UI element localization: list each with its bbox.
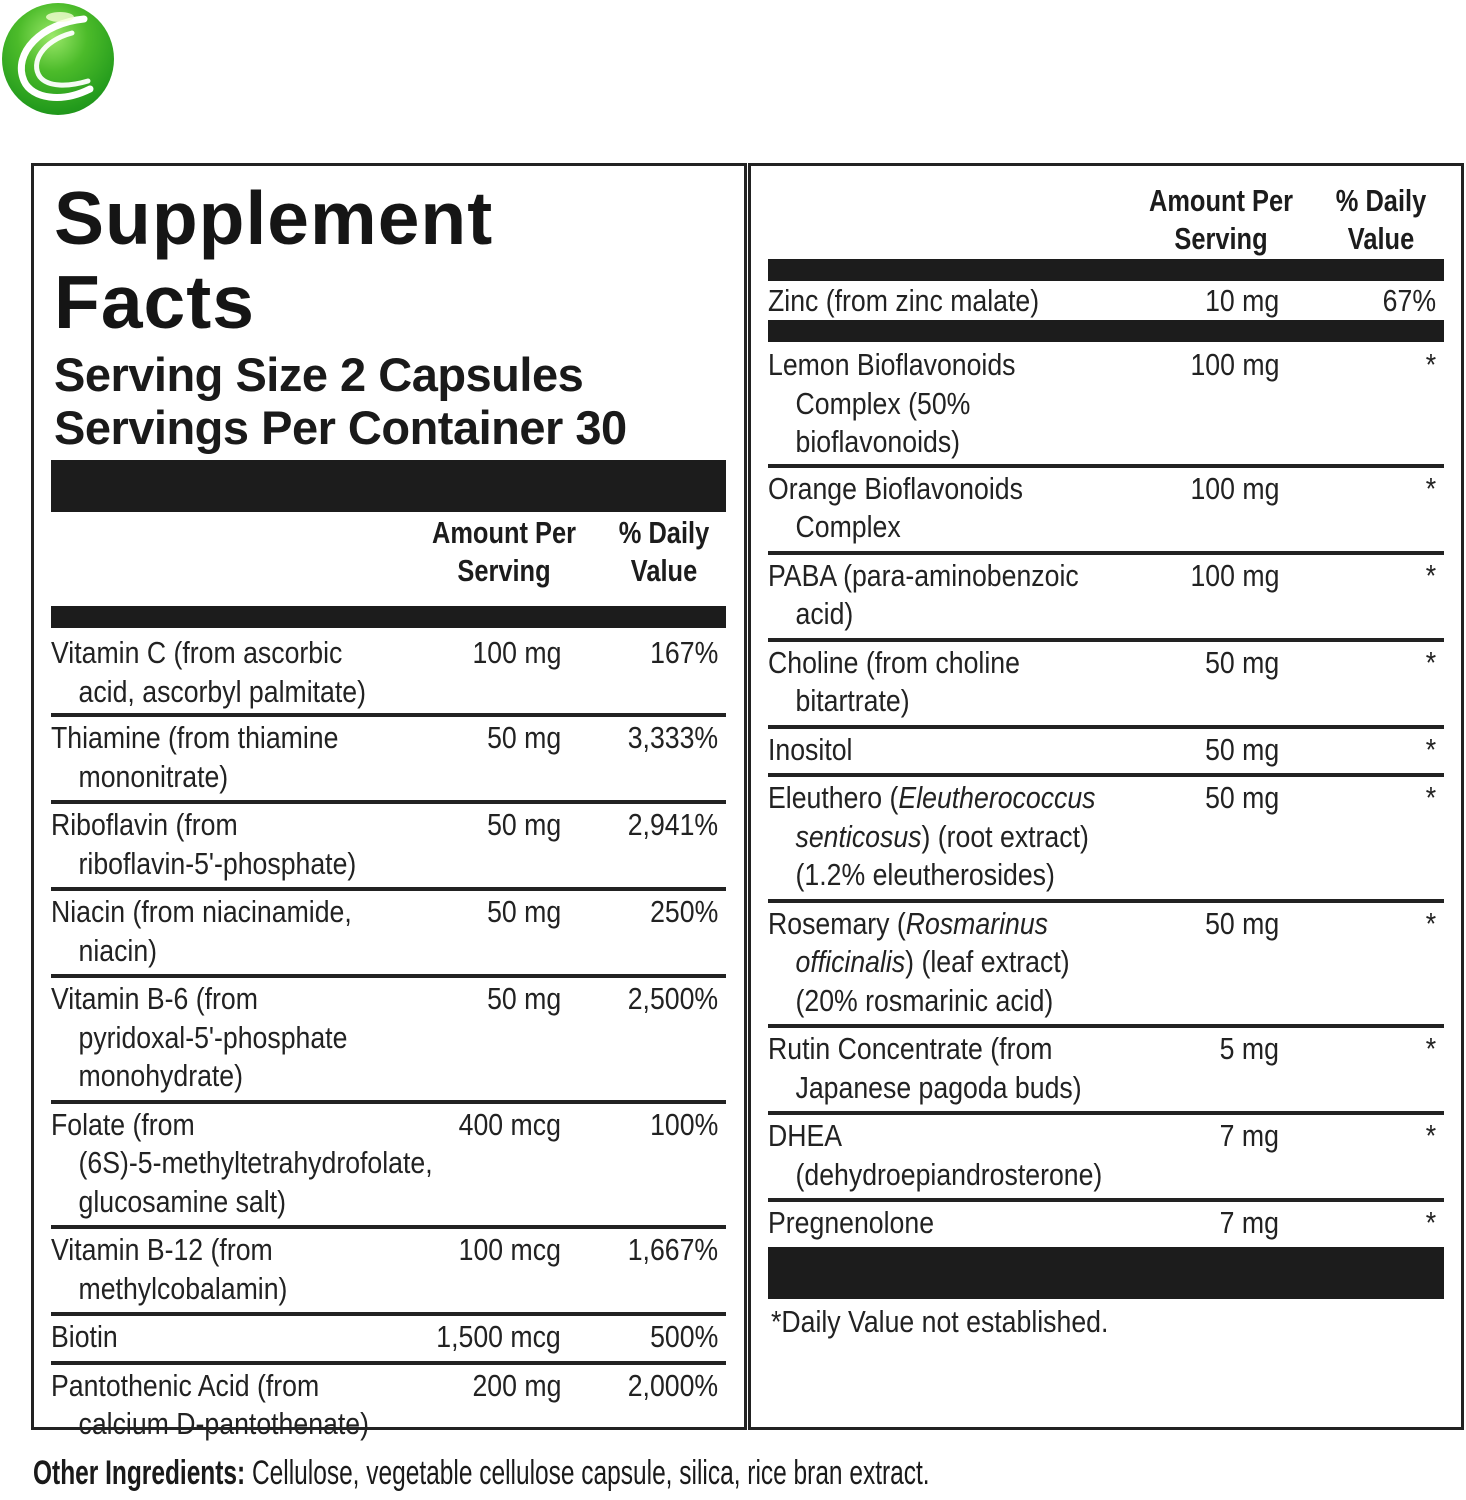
- nutrient-table-right: [768, 342, 1444, 1247]
- daily-value-header: % Daily Value: [1335, 183, 1427, 256]
- nutrient-row: [768, 551, 1444, 638]
- nutrient-name-line: (dehydroepiandrosterone): [795, 1156, 1103, 1192]
- nutrient-daily-value: 1,667%: [627, 1232, 718, 1267]
- brand-logo-icon: [2, 3, 114, 115]
- nutrient-name: Zinc (from zinc malate): [768, 283, 1040, 318]
- nutrient-name-line: Niacin (from niacinamide,: [51, 894, 352, 929]
- nutrient-name-line: Orange Bioflavonoids: [768, 470, 1023, 506]
- nutrient-name-line: (6S)-5-methyltetrahydrofolate,: [78, 1145, 433, 1180]
- nutrient-row: [768, 899, 1444, 1025]
- nutrient-name-line: Rutin Concentrate (from: [768, 1031, 1053, 1066]
- servings-per-container: Servings Per Container 30: [54, 401, 627, 454]
- nutrient-daily-value: 100%: [649, 1106, 718, 1142]
- nutrient-name-line: acid): [795, 596, 854, 631]
- nutrient-row: [51, 800, 726, 887]
- nutrient-amount: 7 mg: [1219, 1118, 1279, 1153]
- nutrient-amount: 50 mg: [1204, 731, 1279, 767]
- nutrient-name-line: pyridoxal-5'-phosphate: [78, 1019, 348, 1055]
- nutrient-row: [51, 1100, 726, 1226]
- nutrient-daily-value: *: [1425, 905, 1436, 941]
- nutrient-daily-value: *: [1425, 347, 1436, 382]
- nutrient-amount: 50 mg: [486, 807, 561, 842]
- nutrient-amount: 50 mg: [486, 894, 561, 929]
- nutrient-name-line: Inositol: [768, 731, 853, 767]
- nutrient-daily-value: 500%: [649, 1319, 718, 1354]
- nutrient-daily-value: *: [1425, 644, 1436, 680]
- serving-size: Serving Size 2 Capsules: [54, 348, 584, 401]
- nutrient-name-line: methylcobalamin): [78, 1270, 288, 1306]
- nutrient-table-left: [51, 630, 726, 1448]
- nutrient-name-line: Pantothenic Acid (from: [51, 1367, 320, 1403]
- nutrient-name-line: monohydrate): [78, 1058, 244, 1093]
- nutrient-amount: 200 mg: [472, 1367, 561, 1403]
- nutrient-daily-value: 2,500%: [627, 981, 718, 1016]
- nutrient-daily-value: *: [1425, 1118, 1436, 1153]
- daily-value-footnote: *Daily Value not established.: [771, 1304, 1109, 1339]
- nutrient-daily-value: 167%: [649, 635, 718, 670]
- nutrient-row: [768, 773, 1444, 899]
- nutrient-name-line: Biotin: [51, 1319, 118, 1354]
- nutrient-amount: 10 mg: [1204, 283, 1279, 318]
- nutrient-row: [51, 887, 726, 974]
- nutrient-amount: 50 mg: [486, 720, 561, 755]
- nutrient-daily-value: *: [1425, 731, 1436, 767]
- nutrient-amount: 5 mg: [1219, 1031, 1279, 1066]
- nutrient-name-line: Rosemary (Rosmarinus: [768, 905, 1049, 941]
- nutrient-name-line: Eleuthero (Eleutherococcus: [768, 780, 1096, 815]
- amount-per-serving-header: Amount Per Serving: [1148, 183, 1294, 256]
- nutrient-amount: 7 mg: [1219, 1205, 1279, 1240]
- nutrient-name-line: DHEA: [768, 1118, 843, 1153]
- nutrient-amount: 50 mg: [486, 981, 561, 1016]
- thick-divider: [768, 320, 1444, 342]
- nutrient-name-line: Vitamin B-6 (from: [51, 981, 258, 1016]
- nutrient-row: [51, 1312, 726, 1361]
- nutrient-name-line: Japanese pagoda buds): [795, 1069, 1082, 1105]
- supplement-facts-right-panel: [748, 163, 1464, 1430]
- amount-per-serving-header: Amount Per Serving: [431, 515, 577, 588]
- nutrient-name-line: Riboflavin (from: [51, 807, 238, 842]
- nutrient-name-line: officinalis) (leaf extract): [795, 944, 1070, 979]
- nutrient-name-line: Thiamine (from thiamine: [51, 720, 339, 755]
- nutrient-row: [51, 1225, 726, 1312]
- header-divider: [51, 606, 726, 628]
- nutrient-name-line: Complex (50%: [795, 385, 971, 421]
- supplement-facts-left-panel: [31, 163, 747, 1441]
- other-ingredients-label: Other Ingredients:: [33, 1454, 246, 1492]
- nutrient-name-line: Vitamin B-12 (from: [51, 1232, 273, 1267]
- nutrient-name-line: riboflavin-5'-phosphate): [78, 845, 357, 881]
- nutrient-amount: 1,500 mcg: [436, 1319, 561, 1354]
- nutrient-name-line: senticosus) (root extract): [795, 818, 1089, 854]
- nutrient-row-zinc: [768, 282, 1444, 320]
- nutrient-name-line: bioflavonoids): [795, 424, 961, 459]
- nutrient-amount: 100 mg: [1190, 470, 1279, 506]
- nutrient-name-line: Lemon Bioflavonoids: [768, 347, 1016, 382]
- nutrient-name-line: Pregnenolone: [768, 1205, 935, 1240]
- nutrient-row: [768, 725, 1444, 774]
- nutrient-name-line: niacin): [78, 932, 158, 968]
- nutrient-daily-value: *: [1425, 1205, 1436, 1240]
- nutrient-row: [768, 638, 1444, 725]
- nutrient-name-line: Folate (from: [51, 1106, 195, 1142]
- nutrient-name-line: acid, ascorbyl palmitate): [78, 673, 366, 709]
- nutrient-amount: 400 mcg: [458, 1106, 561, 1142]
- nutrient-daily-value: 2,000%: [627, 1367, 718, 1403]
- nutrient-daily-value: *: [1425, 470, 1436, 506]
- nutrient-row: [768, 464, 1444, 551]
- nutrient-amount: 100 mcg: [458, 1232, 561, 1267]
- nutrient-row: [51, 630, 726, 713]
- daily-value-header: % Daily Value: [618, 515, 710, 588]
- nutrient-daily-value: 250%: [649, 894, 718, 929]
- nutrient-name-line: calcium D-pantothenate): [78, 1406, 369, 1441]
- nutrient-daily-value: 67%: [1382, 283, 1436, 318]
- nutrient-name-line: PABA (para-aminobenzoic: [768, 557, 1079, 593]
- nutrient-row: [768, 1111, 1444, 1198]
- nutrient-daily-value: 3,333%: [627, 720, 718, 755]
- header-divider: [768, 259, 1444, 281]
- nutrient-name-line: mononitrate): [78, 758, 229, 794]
- nutrient-name-line: glucosamine salt): [78, 1183, 286, 1219]
- nutrient-daily-value: *: [1425, 557, 1436, 593]
- thick-divider: [51, 460, 726, 512]
- nutrient-amount: 50 mg: [1204, 905, 1279, 941]
- nutrient-amount: 50 mg: [1204, 780, 1279, 815]
- nutrient-daily-value: *: [1425, 1031, 1436, 1066]
- bottom-thick-divider: [768, 1247, 1444, 1299]
- nutrient-row: [768, 1198, 1444, 1247]
- nutrient-name-line: bitartrate): [795, 683, 910, 718]
- nutrient-name-line: Choline (from choline: [768, 644, 1020, 680]
- nutrient-row: [768, 1024, 1444, 1111]
- nutrient-row: [51, 713, 726, 800]
- nutrient-name-line: (1.2% eleutherosides): [795, 857, 1055, 892]
- nutrient-daily-value: 2,941%: [627, 807, 718, 842]
- nutrient-amount: 100 mg: [1190, 557, 1279, 593]
- nutrient-amount: 100 mg: [472, 635, 561, 670]
- nutrient-name-line: (20% rosmarinic acid): [795, 982, 1054, 1018]
- nutrient-amount: 50 mg: [1204, 644, 1279, 680]
- nutrient-row: [51, 1361, 726, 1448]
- nutrient-name-line: Complex: [795, 509, 901, 544]
- other-ingredients: [33, 1452, 930, 1494]
- nutrient-amount: 100 mg: [1190, 347, 1279, 382]
- label-title: Supplement Facts: [54, 176, 494, 344]
- nutrient-daily-value: *: [1425, 780, 1436, 815]
- nutrient-name-line: Vitamin C (from ascorbic: [51, 635, 343, 670]
- nutrient-row: [51, 974, 726, 1100]
- other-ingredients-text: Cellulose, vegetable cellulose capsule, silica, rice bran extract.: [245, 1454, 930, 1492]
- nutrient-row: [768, 342, 1444, 464]
